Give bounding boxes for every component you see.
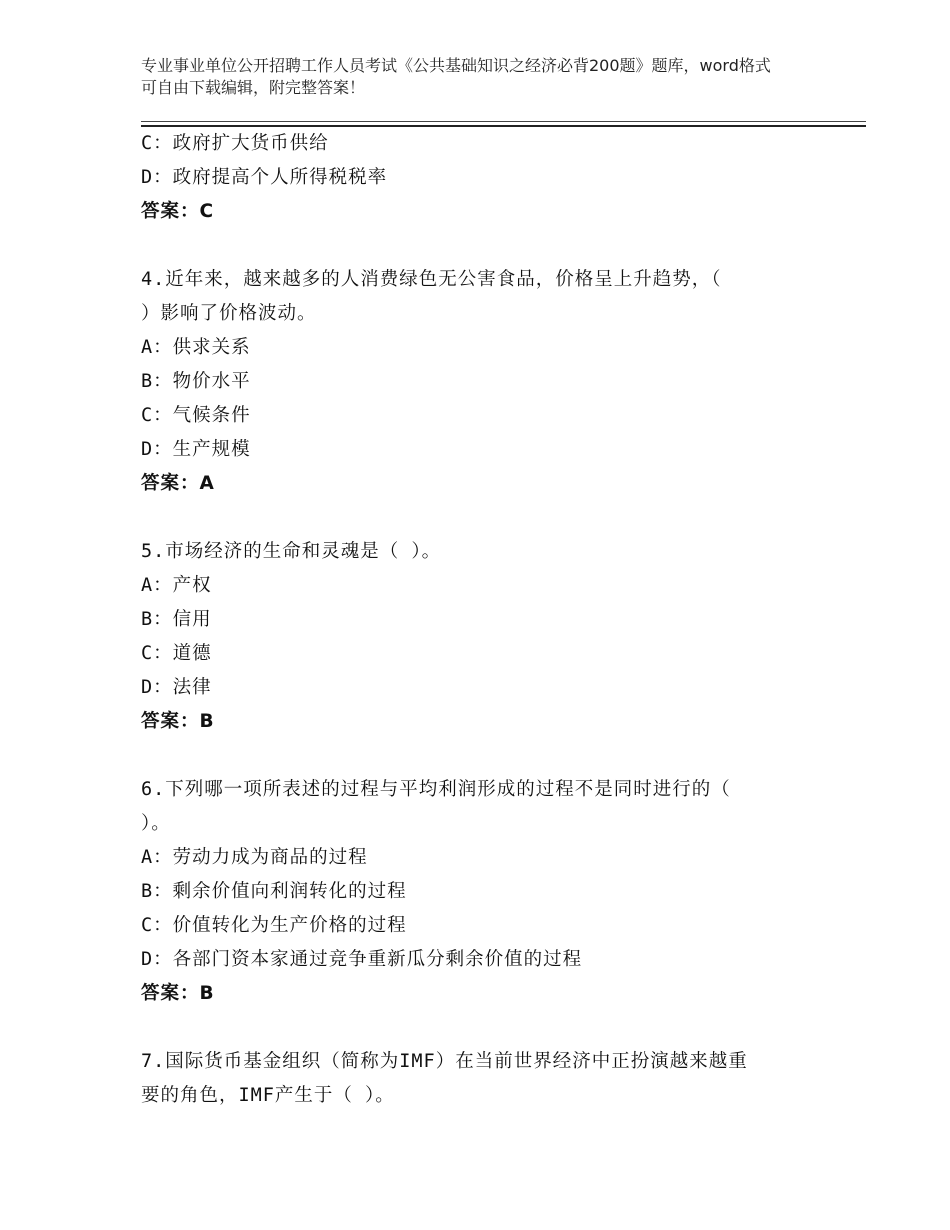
q5-answer: 答案：B (141, 711, 215, 732)
spacer (141, 229, 821, 263)
header-title: 专业事业单位公开招聘工作人员考试《公共基础知识之经济必背200题》题库，word格式可自由下载编辑，附完整答案！ (141, 56, 771, 97)
q4-answer: 答案：A (141, 473, 215, 494)
q6-stem-line1: 6.下列哪一项所表述的过程与平均利润形成的过程不是同时进行的（ (141, 779, 731, 800)
header-rule-thin (141, 121, 866, 122)
q7-stem-line2: 要的角色，IMF产生于（ ）。 (141, 1085, 395, 1106)
q3-option-c: C：政府扩大货币供给 (141, 133, 329, 154)
q5-option-a: A：产权 (141, 575, 212, 596)
spacer (141, 501, 821, 535)
document-header (141, 55, 781, 99)
q6-option-b: B：剩余价值向利润转化的过程 (141, 881, 407, 902)
q3-option-d: D：政府提高个人所得税税率 (141, 167, 388, 188)
q6-stem-line2: ）。 (141, 813, 171, 834)
q4-stem-line1: 4.近年来，越来越多的人消费绿色无公害食品，价格呈上升趋势，（ (141, 269, 722, 290)
q6-answer: 答案：B (141, 983, 215, 1004)
spacer (141, 739, 821, 773)
q5-option-d: D：法律 (141, 677, 212, 698)
question-list (141, 127, 821, 1113)
q4-option-d: D：生产规模 (141, 439, 251, 460)
q5-option-b: B：信用 (141, 609, 212, 630)
q4-option-b: B：物价水平 (141, 371, 251, 392)
spacer (141, 1011, 821, 1045)
q6-option-a: A：劳动力成为商品的过程 (141, 847, 368, 868)
q5-stem: 5.市场经济的生命和灵魂是（ ）。 (141, 541, 442, 562)
q3-answer: 答案：C (141, 201, 215, 222)
q4-option-a: A：供求关系 (141, 337, 251, 358)
q6-option-c: C：价值转化为生产价格的过程 (141, 915, 407, 936)
q4-option-c: C：气候条件 (141, 405, 251, 426)
q6-option-d: D：各部门资本家通过竞争重新瓜分剩余价值的过程 (141, 949, 583, 970)
q5-option-c: C：道德 (141, 643, 212, 664)
q7-stem-line1: 7.国际货币基金组织（简称为IMF）在当前世界经济中正扮演越来越重 (141, 1051, 748, 1072)
q4-stem-line2: ）影响了价格波动。 (141, 303, 317, 324)
